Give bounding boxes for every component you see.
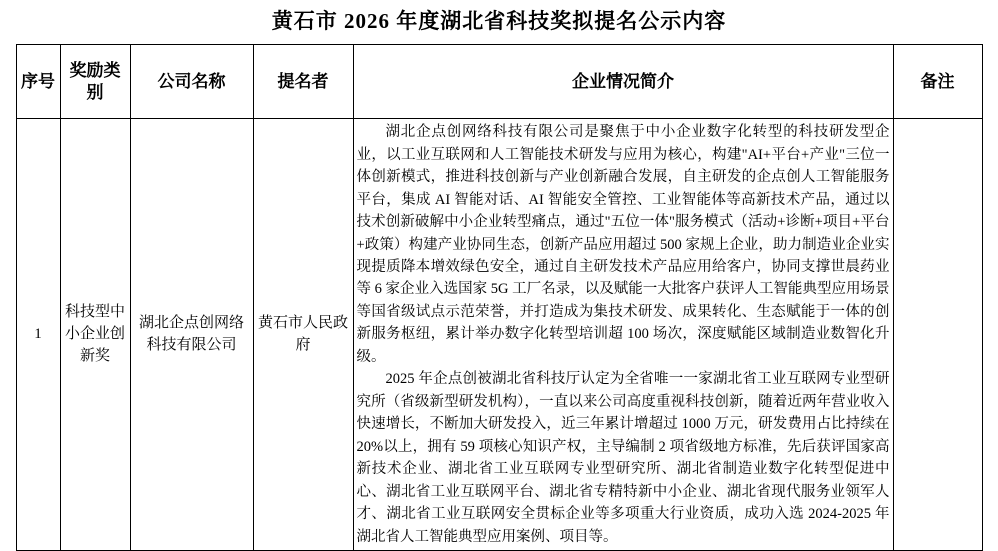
cell-company: 湖北企点创网络科技有限公司 xyxy=(130,119,253,551)
table-body xyxy=(16,119,982,551)
cell-nominator: 黄石市人民政府 xyxy=(253,119,353,551)
table-header xyxy=(16,45,982,119)
column-header-seq: 序号 xyxy=(16,45,60,119)
description-paragraph-2: 2025 年企点创被湖北省科技厅认定为全省唯一一家湖北省工业互联网专业型研究所（省级新型研发机构），一直以来公司高度重视科技创新，随着近两年营业收入快速增长，不断加大研发投入，近三年累计增超过 1000 万元，研发费用占比持续在 20%以上，拥有 59 项核心知识产权，主导编制 2 项省级地方标准，先后获评国家高新技术企业、湖北省工业互联网专业型研究所、湖北省制造业数字化转型促进中心、湖北省工业互联网平台、湖北省专精特新中小企业、湖北省现代服务业领军人才、湖北省工业互联网安全贯标企业等多项重大行业资质，成功入选 2024-2025 年湖北省人工智能典型应用案例、项目等。 xyxy=(356,371,890,545)
cell-seq: 1 xyxy=(16,119,60,551)
column-header-company: 公司名称 xyxy=(130,45,253,119)
page-title: 黄石市 2026 年度湖北省科技奖拟提名公示内容 xyxy=(271,9,727,33)
column-header-category: 奖励类别 xyxy=(60,45,130,119)
column-header-nominator: 提名者 xyxy=(253,45,353,119)
table-row xyxy=(16,119,982,551)
cell-description xyxy=(353,119,893,551)
description-paragraph-1: 湖北企点创网络科技有限公司是聚焦于中小企业数字化转型的科技研发型企业，以工业互联网和人工智能技术研发与应用为核心，构建"AI+平台+产业"三位一体创新模式，推进科技创新与产业创新融合发展，自主研发的企点创人工智能服务平台，集成 AI 智能对话、AI 智能安全管控、工业智能体等高新技术产品，通过以技术创新破解中小企业转型痛点，通过"五位一体"服务模式（活动+诊断+项目+平台+政策）构建产业协同生态，创新产品应用超过 500 家规上企业，助力制造业企业实现提质降本增效绿色安全，通过自主研发技术产品应用给客户，协同支撑世晨药业等 6 家企业入选国家 5G 工厂名录，以及赋能一大批客户获评人工智能典型应用场景等国省级试点示范荣誉，并打造成为集技术研发、成果转化、生态赋能于一体的创新服务枢纽，累计举办数字化转型培训超 100 场次，深度赋能区域制造业数智化升级。 xyxy=(356,124,890,365)
cell-remark xyxy=(893,119,982,551)
table-header-row xyxy=(16,45,982,119)
cell-category: 科技型中小企业创新奖 xyxy=(60,119,130,551)
column-header-description: 企业情况简介 xyxy=(353,45,893,119)
column-header-remark: 备注 xyxy=(893,45,982,119)
publicity-table xyxy=(16,44,983,551)
